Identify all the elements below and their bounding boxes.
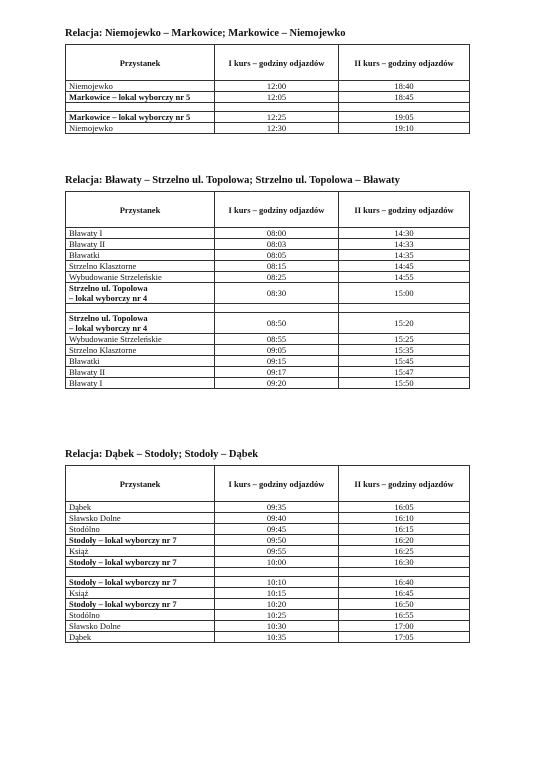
stop-name-cell	[66, 112, 215, 123]
spacer-row	[66, 103, 470, 112]
first-run-time: 10:00	[215, 557, 339, 568]
table-row	[66, 356, 470, 367]
second-run-time: 19:10	[339, 123, 470, 134]
table-body	[66, 502, 470, 643]
schedule-table	[65, 191, 470, 389]
second-run-time: 15:20	[339, 313, 470, 334]
spacer-row	[66, 304, 470, 313]
second-run-time: 19:05	[339, 112, 470, 123]
table-row	[66, 524, 470, 535]
table-row	[66, 599, 470, 610]
first-run-time: 09:50	[215, 535, 339, 546]
first-run-time: 09:15	[215, 356, 339, 367]
stop-name: Bławaty I	[69, 228, 103, 238]
stop-name: Bławaty II	[69, 367, 106, 377]
stop-name-cell	[66, 283, 215, 304]
table-row	[66, 588, 470, 599]
first-run-time: 08:05	[215, 250, 339, 261]
table-row	[66, 632, 470, 643]
stop-name-cell	[66, 272, 215, 283]
empty-cell	[339, 568, 470, 577]
stop-name-cell	[66, 123, 215, 134]
first-run-time: 10:30	[215, 621, 339, 632]
stop-name-cell	[66, 621, 215, 632]
table-row	[66, 513, 470, 524]
second-run-time: 15:50	[339, 378, 470, 389]
stop-name: Bławaty II	[69, 239, 106, 249]
first-run-time: 08:50	[215, 313, 339, 334]
table-row	[66, 228, 470, 239]
stop-name: Stodoły – lokal wyborczy nr 7	[69, 535, 177, 545]
table-row	[66, 345, 470, 356]
first-run-time: 08:30	[215, 283, 339, 304]
second-run-time: 16:10	[339, 513, 470, 524]
empty-cell	[215, 103, 339, 112]
table-row	[66, 610, 470, 621]
stop-name: Strzelno Klasztorne	[69, 345, 137, 355]
table-row	[66, 283, 470, 304]
second-run-time: 15:47	[339, 367, 470, 378]
stop-name: Stodoły – lokal wyborczy nr 7	[69, 557, 177, 567]
schedule-table	[65, 44, 470, 134]
stop-name: Dąbek	[69, 502, 92, 512]
table-body	[66, 228, 470, 389]
first-run-time: 09:17	[215, 367, 339, 378]
stop-name-cell	[66, 250, 215, 261]
empty-cell	[215, 304, 339, 313]
header-first-run: I kurs – godziny odjazdów	[215, 45, 339, 81]
table-row	[66, 313, 470, 334]
first-run-time: 12:05	[215, 92, 339, 103]
stop-name-cell	[66, 546, 215, 557]
section-title: Relacja: Niemojewko – Markowice; Markowice – Niemojewko	[65, 28, 346, 39]
second-run-time: 17:05	[339, 632, 470, 643]
table-body	[66, 81, 470, 134]
table-row	[66, 535, 470, 546]
stop-name-cell	[66, 577, 215, 588]
second-run-time: 16:40	[339, 577, 470, 588]
stop-name: Książ	[69, 546, 89, 556]
first-run-time: 08:15	[215, 261, 339, 272]
second-run-time: 15:25	[339, 334, 470, 345]
table-header-row	[66, 466, 470, 502]
table-row	[66, 123, 470, 134]
header-second-run: II kurs – godziny odjazdów	[339, 192, 470, 228]
table-row	[66, 378, 470, 389]
first-run-time: 08:55	[215, 334, 339, 345]
empty-cell	[66, 568, 215, 577]
stop-name: Strzelno ul. Topolowa	[69, 313, 148, 323]
stop-name-cell	[66, 334, 215, 345]
stop-name-cell	[66, 345, 215, 356]
table-header-row	[66, 192, 470, 228]
table-row	[66, 261, 470, 272]
stop-name-line2: – lokal wyborczy nr 4	[69, 323, 148, 333]
stop-name-cell	[66, 599, 215, 610]
table-row	[66, 272, 470, 283]
stop-name: Markowice – lokal wyborczy nr 5	[69, 112, 191, 122]
stop-name: Bławaty I	[69, 378, 103, 388]
stop-name-line2: – lokal wyborczy nr 4	[69, 293, 148, 303]
stop-name-cell	[66, 367, 215, 378]
stop-name: Niemojewko	[69, 123, 113, 133]
stop-name-cell	[66, 313, 215, 334]
first-run-time: 09:35	[215, 502, 339, 513]
stop-name-cell	[66, 378, 215, 389]
first-run-time: 10:20	[215, 599, 339, 610]
stop-name: Markowice – lokal wyborczy nr 5	[69, 92, 191, 102]
header-second-run: II kurs – godziny odjazdów	[339, 466, 470, 502]
stop-name: Dąbek	[69, 632, 92, 642]
stop-name-cell	[66, 239, 215, 250]
stop-name-cell	[66, 81, 215, 92]
table-row	[66, 81, 470, 92]
stop-name-cell	[66, 588, 215, 599]
header-stop: Przystanek	[66, 45, 215, 81]
second-run-time: 14:45	[339, 261, 470, 272]
header-second-run: II kurs – godziny odjazdów	[339, 45, 470, 81]
second-run-time: 15:00	[339, 283, 470, 304]
first-run-time: 08:00	[215, 228, 339, 239]
second-run-time: 18:45	[339, 92, 470, 103]
second-run-time: 14:30	[339, 228, 470, 239]
stop-name-cell	[66, 228, 215, 239]
header-stop: Przystanek	[66, 466, 215, 502]
stop-name: Stodólno	[69, 610, 100, 620]
second-run-time: 16:45	[339, 588, 470, 599]
first-run-time: 08:25	[215, 272, 339, 283]
second-run-time: 17:00	[339, 621, 470, 632]
stop-name: Wybudowanie Strzeleńskie	[69, 272, 162, 282]
table-row	[66, 546, 470, 557]
table-row	[66, 621, 470, 632]
stop-name: Bławatki	[69, 356, 100, 366]
second-run-time: 16:50	[339, 599, 470, 610]
stop-name: Stodoły – lokal wyborczy nr 7	[69, 599, 177, 609]
stop-name: Książ	[69, 588, 89, 598]
stop-name-cell	[66, 632, 215, 643]
stop-name-cell	[66, 92, 215, 103]
first-run-time: 09:45	[215, 524, 339, 535]
stop-name-cell	[66, 356, 215, 367]
stop-name: Wybudowanie Strzeleńskie	[69, 334, 162, 344]
stop-name-cell	[66, 513, 215, 524]
first-run-time: 09:40	[215, 513, 339, 524]
first-run-time: 09:20	[215, 378, 339, 389]
table-row	[66, 250, 470, 261]
table-row	[66, 367, 470, 378]
table-row	[66, 577, 470, 588]
second-run-time: 16:30	[339, 557, 470, 568]
first-run-time: 09:55	[215, 546, 339, 557]
stop-name-cell	[66, 261, 215, 272]
first-run-time: 10:35	[215, 632, 339, 643]
stop-name-cell	[66, 524, 215, 535]
second-run-time: 18:40	[339, 81, 470, 92]
header-first-run: I kurs – godziny odjazdów	[215, 192, 339, 228]
spacer-row	[66, 568, 470, 577]
table-header-row	[66, 45, 470, 81]
empty-cell	[66, 304, 215, 313]
table-row	[66, 334, 470, 345]
stop-name: Sławsko Dolne	[69, 513, 121, 523]
second-run-time: 14:35	[339, 250, 470, 261]
schedule-section-niemojewko	[65, 27, 470, 134]
section-title: Relacja: Bławaty – Strzelno ul. Topolowa; Strzelno ul. Topolowa – Bławaty	[65, 175, 400, 186]
schedule-section-blawaty	[65, 174, 470, 389]
stop-name-cell	[66, 502, 215, 513]
stop-name: Stodoły – lokal wyborczy nr 7	[69, 577, 177, 587]
table-row	[66, 239, 470, 250]
first-run-time: 12:30	[215, 123, 339, 134]
empty-cell	[66, 103, 215, 112]
stop-name-cell	[66, 557, 215, 568]
stop-name: Sławsko Dolne	[69, 621, 121, 631]
section-title: Relacja: Dąbek – Stodoły; Stodoły – Dąbek	[65, 449, 259, 460]
second-run-time: 16:25	[339, 546, 470, 557]
second-run-time: 16:05	[339, 502, 470, 513]
stop-name: Strzelno Klasztorne	[69, 261, 137, 271]
first-run-time: 10:15	[215, 588, 339, 599]
second-run-time: 14:33	[339, 239, 470, 250]
second-run-time: 16:20	[339, 535, 470, 546]
schedule-section-dabek	[65, 448, 470, 643]
first-run-time: 10:10	[215, 577, 339, 588]
first-run-time: 10:25	[215, 610, 339, 621]
second-run-time: 15:45	[339, 356, 470, 367]
stop-name: Niemojewko	[69, 81, 113, 91]
table-row	[66, 92, 470, 103]
second-run-time: 14:55	[339, 272, 470, 283]
stop-name: Bławatki	[69, 250, 100, 260]
first-run-time: 09:05	[215, 345, 339, 356]
empty-cell	[215, 568, 339, 577]
stop-name: Strzelno ul. Topolowa	[69, 283, 148, 293]
empty-cell	[339, 304, 470, 313]
table-row	[66, 502, 470, 513]
header-stop: Przystanek	[66, 192, 215, 228]
empty-cell	[339, 103, 470, 112]
stop-name-cell	[66, 610, 215, 621]
second-run-time: 16:15	[339, 524, 470, 535]
schedule-table	[65, 465, 470, 643]
table-row	[66, 557, 470, 568]
first-run-time: 12:00	[215, 81, 339, 92]
table-row	[66, 112, 470, 123]
first-run-time: 12:25	[215, 112, 339, 123]
second-run-time: 15:35	[339, 345, 470, 356]
first-run-time: 08:03	[215, 239, 339, 250]
header-first-run: I kurs – godziny odjazdów	[215, 466, 339, 502]
stop-name: Stodólno	[69, 524, 100, 534]
second-run-time: 16:55	[339, 610, 470, 621]
stop-name-cell	[66, 535, 215, 546]
